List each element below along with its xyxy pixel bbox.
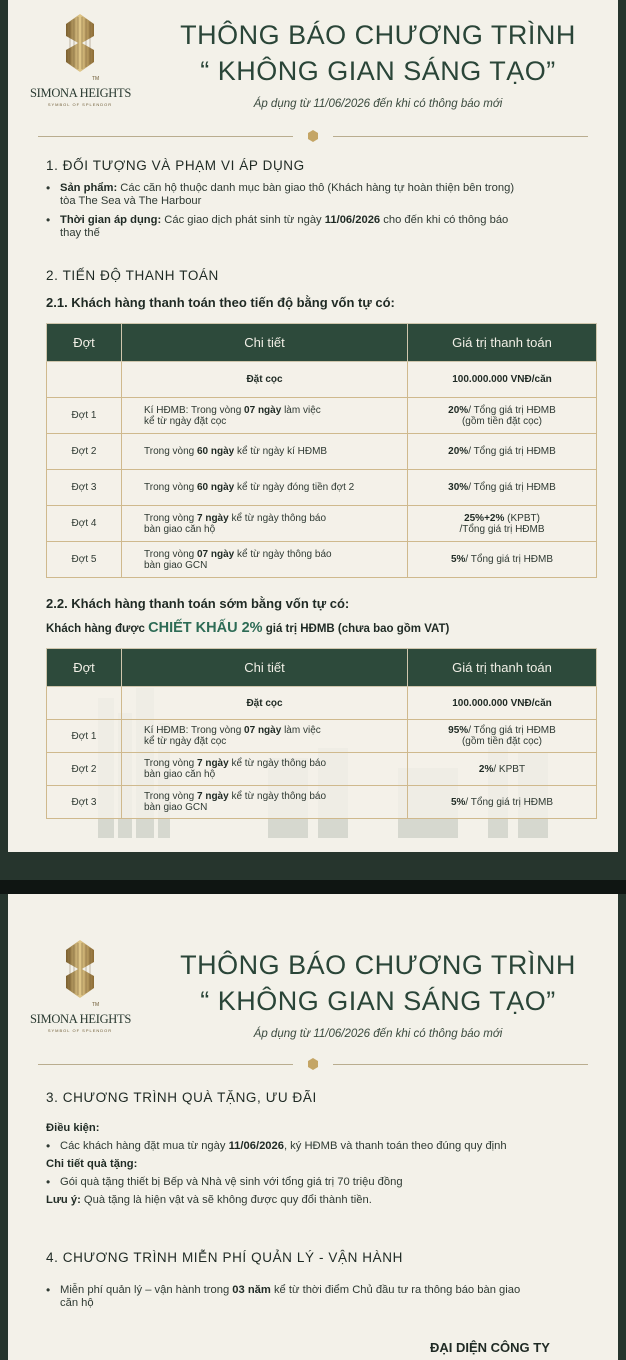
table-row: Đợt 3 Trong vòng 60 ngày kể từ ngày đóng tiền đợt 2 30%/ Tổng giá trị HĐMB <box>47 470 597 506</box>
product-text: Các căn hộ thuộc danh mục bàn giao thô (Khách hàng tự hoàn thiện bên trong) <box>117 182 515 194</box>
page-separator <box>0 880 626 894</box>
brand-name: SIMONA HEIGHTS <box>30 86 132 100</box>
simona-logo-icon <box>60 940 100 998</box>
installment-label: Đợt 5 <box>47 542 122 578</box>
subsection-2-2-title: 2.2. Khách hàng thanh toán sớm bằng vốn tự có: <box>46 596 350 611</box>
col-header-dot: Đợt <box>47 649 122 687</box>
table-row: Đợt 3 Trong vòng 7 ngày kể từ ngày thông báo bàn giao GCN 5%/ Tổng giá trị HĐMB <box>47 786 597 819</box>
condition-label: Điều kiện: <box>46 1122 100 1134</box>
period-date: 11/06/2026 <box>324 214 381 226</box>
note-line: Lưu ý: Quà tặng là hiện vật và sẽ không được quy đổi thành tiền. <box>46 1194 372 1206</box>
deposit-value: 100.000.000 VNĐ/căn <box>452 374 552 385</box>
subsection-2-1-title: 2.1. Khách hàng thanh toán theo tiến độ bằng vốn tự có: <box>46 295 395 310</box>
discount-highlight: CHIẾT KHẤU 2% <box>148 620 263 636</box>
section-2-title: 2. TIẾN ĐỘ THANH TOÁN <box>46 268 219 283</box>
management-fee-bullet: • Miễn phí quản lý – vận hành trong 03 năm kể từ thời điểm Chủ đầu tư ra thông báo bàn giao căn hộ <box>46 1284 606 1310</box>
apply-date: Áp dụng từ 11/06/2026 đến khi có thông báo mới <box>253 1028 503 1040</box>
section-3-title: 3. CHƯƠNG TRÌNH QUÀ TẶNG, ƯU ĐÃI <box>46 1090 317 1105</box>
apply-date: Áp dụng từ 11/06/2026 đến khi có thông báo mới <box>253 98 503 110</box>
header-divider <box>38 130 588 142</box>
period-label: Thời gian áp dụng: <box>60 214 162 226</box>
notice-title: THÔNG BÁO CHƯƠNG TRÌNH <box>180 950 576 980</box>
brand-tm: TM <box>92 1002 100 1008</box>
product-text-2: tòa The Sea và The Harbour <box>60 195 202 207</box>
early-payment-table <box>46 648 597 819</box>
section-4-title: 4. CHƯƠNG TRÌNH MIỄN PHÍ QUẢN LÝ - VẬN HÀNH <box>46 1250 403 1265</box>
brand-tagline: SYMBOL OF SPLENDOR <box>47 1028 113 1033</box>
brand-tagline: SYMBOL OF SPLENDOR <box>47 102 113 107</box>
brand-logo <box>30 14 130 114</box>
table-row: Đặt cọc 100.000.000 VNĐ/căn <box>47 687 597 720</box>
col-header-dot: Đợt <box>47 324 122 362</box>
table-row: Đợt 2 Trong vòng 60 ngày kể từ ngày kí HĐMB 20%/ Tổng giá trị HĐMB <box>47 434 597 470</box>
table-row: Đợt 1 Kí HĐMB: Trong vòng 07 ngày làm việc kể từ ngày đặt cọc 20%/ Tổng giá trị HĐMB (gồm tiền đặt cọc) <box>47 398 597 434</box>
period-text-2: thay thế <box>60 227 100 239</box>
header-divider <box>38 1058 588 1070</box>
simona-logo-icon <box>60 14 100 72</box>
condition-bullet: • Các khách hàng đặt mua từ ngày 11/06/2026, ký HĐMB và thanh toán theo đúng quy định <box>46 1140 606 1153</box>
company-signature: ĐẠI DIỆN CÔNG TY <box>430 1340 550 1355</box>
product-label: Sản phẩm: <box>60 182 118 194</box>
brand-tm: TM <box>92 76 100 82</box>
installment-label: Đợt 2 <box>47 753 122 786</box>
deposit-label: Đặt cọc <box>246 374 283 385</box>
period-post: cho đến khi có thông báo <box>380 214 509 226</box>
installment-label: Đợt 3 <box>47 470 122 506</box>
installment-label: Đợt 4 <box>47 506 122 542</box>
notice-card-1 <box>8 0 618 852</box>
program-name: “ KHÔNG GIAN SÁNG TẠO” <box>200 56 556 86</box>
installment-label: Đợt 2 <box>47 434 122 470</box>
table-row: Đợt 1 Kí HĐMB: Trong vòng 07 ngày làm việc kể từ ngày đặt cọc 95%/ Tổng giá trị HĐMB (gồm tiền đặt cọc) <box>47 720 597 753</box>
brand-logo <box>30 940 130 1040</box>
col-header-value: Giá trị thanh toán <box>408 649 597 687</box>
payment-schedule-table <box>46 323 597 578</box>
table-header-row <box>47 649 597 687</box>
col-header-value: Giá trị thanh toán <box>408 324 597 362</box>
period-bullet <box>46 214 606 240</box>
product-bullet <box>46 182 606 208</box>
program-name: “ KHÔNG GIAN SÁNG TẠO” <box>200 986 556 1016</box>
discount-line: Khách hàng được CHIẾT KHẤU 2% giá trị HĐMB (chưa bao gồm VAT) <box>46 620 450 636</box>
col-header-detail: Chi tiết <box>122 649 408 687</box>
section-1-title: 1. ĐỐI TƯỢNG VÀ PHẠM VI ÁP DỤNG <box>46 158 305 173</box>
table-row <box>47 362 597 398</box>
col-header-detail: Chi tiết <box>122 324 408 362</box>
period-pre: Các giao dịch phát sinh từ ngày <box>161 214 325 226</box>
table-row: Đợt 2 Trong vòng 7 ngày kể từ ngày thông báo bàn giao căn hộ 2%/ KPBT <box>47 753 597 786</box>
brand-name: SIMONA HEIGHTS <box>30 1012 132 1026</box>
divider-ornament-icon <box>306 130 320 142</box>
notice-title: THÔNG BÁO CHƯƠNG TRÌNH <box>180 20 576 50</box>
gift-detail-bullet: • Gói quà tặng thiết bị Bếp và Nhà vệ sinh với tổng giá trị 70 triệu đồng <box>46 1176 606 1189</box>
notice-page-2 <box>0 894 626 1360</box>
divider-ornament-icon <box>306 1058 320 1070</box>
table-header-row <box>47 324 597 362</box>
table-row: Đợt 4 Trong vòng 7 ngày kể từ ngày thông báo bàn giao căn hộ 25%+2% (KPBT) /Tổng giá trị HĐMB <box>47 506 597 542</box>
installment-label: Đợt 1 <box>47 720 122 753</box>
notice-card-2 <box>8 894 618 1360</box>
installment-label: Đợt 3 <box>47 786 122 819</box>
installment-label: Đợt 1 <box>47 398 122 434</box>
table-row: Đợt 5 Trong vòng 07 ngày kể từ ngày thông báo bàn giao GCN 5%/ Tổng giá trị HĐMB <box>47 542 597 578</box>
gift-detail-label: Chi tiết quà tặng: <box>46 1158 138 1170</box>
